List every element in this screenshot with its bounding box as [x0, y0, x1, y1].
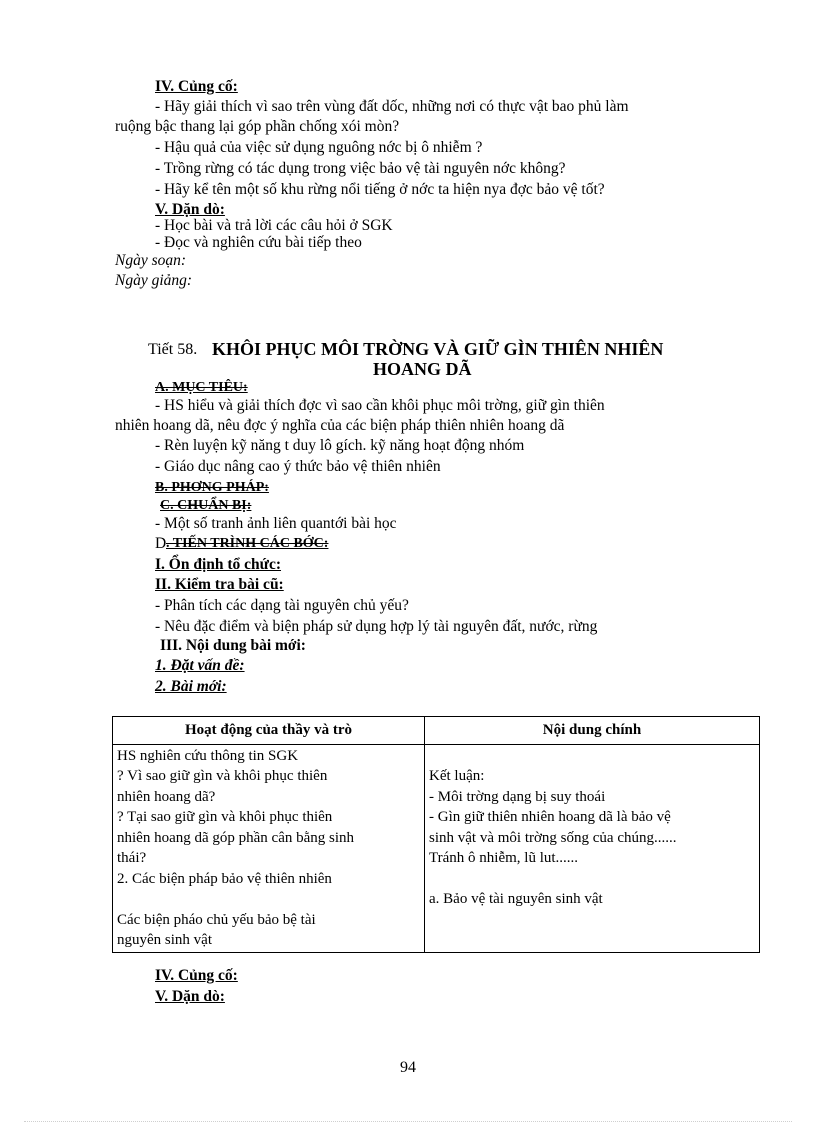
content-line: Kết luận:: [429, 768, 485, 784]
review-question-2: - Hậu quả của việc sử dụng nguông nớc bị ô nhiễm ?: [155, 139, 483, 156]
activity-line: ? Tại sao giữ gìn và khôi phục thiên: [117, 809, 333, 825]
review-question-4: - Hãy kể tên một số khu rừng nổi tiếng ở nớc ta hiện nya đợc bảo vệ tốt?: [155, 181, 605, 198]
homework-heading-2: V. Dặn dò:: [155, 988, 225, 1005]
review-question-1-cont: ruộng bậc thang lại góp phần chống xói mòn?: [115, 118, 400, 135]
activity-line: [117, 889, 420, 910]
homework-item-1: - Học bài và trả lời các câu hỏi ở SGK: [155, 217, 393, 234]
content-line: - Gìn giữ thiên nhiên hoang dã là bảo vệ: [429, 809, 671, 825]
table-row: [113, 744, 760, 952]
content-line: Tránh ô nhiễm, lũ lut......: [429, 850, 579, 866]
new-lesson-sub-2: 2. Bài mới:: [155, 678, 227, 695]
date-taught: Ngày giảng:: [115, 272, 193, 289]
content-line: - Môi trờng dạng bị suy thoái: [429, 788, 606, 805]
old-lesson-question-1: - Phân tích các dạng tài nguyên chủ yếu?: [155, 597, 409, 614]
review-question-3: - Trồng rừng có tác dụng trong việc bảo vệ tài nguyên nớc không?: [155, 160, 566, 177]
objective-2: - Rèn luyện kỹ năng t duy lô gích. kỹ năng hoạt động nhóm: [155, 437, 525, 454]
review-heading: IV. Củng cố:: [155, 78, 238, 95]
table-header-content: Nội dung chính: [425, 717, 760, 745]
content-line: [429, 746, 755, 767]
review-heading-2: IV. Củng cố:: [155, 967, 238, 984]
activity-line: HS nghiên cứu thông tin SGK: [117, 747, 299, 764]
content-line: [429, 869, 755, 890]
activities-cell: [113, 744, 425, 952]
date-prepared: Ngày soạn:: [115, 252, 187, 269]
activity-line: ? Vì sao giữ gìn và khôi phục thiên: [117, 768, 328, 784]
table-header-row: [113, 717, 760, 745]
objective-3: - Giáo dục nâng cao ý thức bảo vệ thiên nhiên: [155, 458, 441, 475]
preparation-item-1: - Một số tranh ảnh liên quantới bài học: [155, 515, 397, 532]
activity-line: nhiên hoang dã góp phần cân bằng sinh: [117, 829, 355, 846]
footer-divider: [24, 1121, 792, 1122]
new-lesson-sub-1: 1. Đặt vấn đề:: [155, 657, 245, 674]
preparation-heading: C. CHUẨN BỊ:: [160, 498, 252, 513]
new-lesson-heading: III. Nội dung bài mới:: [160, 637, 306, 654]
activity-table: [112, 716, 760, 953]
old-lesson-check-heading: II. Kiểm tra bài cũ:: [155, 576, 284, 593]
procedure-prefix: D: [155, 535, 167, 552]
homework-item-2: - Đọc và nghiên cứu bài tiếp theo: [155, 234, 362, 251]
objective-1-cont: nhiên hoang dã, nêu đợc ý nghĩa của các biện pháp thiên nhiên hoang dã: [115, 417, 565, 434]
activity-line: nhiên hoang dã?: [117, 788, 216, 805]
review-question-1: - Hãy giải thích vì sao trên vùng đất dốc, những nơi có thực vật bao phủ làm: [155, 98, 629, 115]
procedure-heading: . TIẾN TRÌNH CÁC BỚC:: [166, 536, 329, 551]
activity-line: Các biện pháo chủ yếu bảo bệ tài: [117, 911, 316, 928]
content-cell: [425, 744, 760, 952]
objective-1: - HS hiểu và giải thích đợc vì sao cần khôi phục môi trờng, giữ gìn thiên: [155, 397, 605, 414]
page-number: 94: [400, 1059, 416, 1076]
activity-line: nguyên sinh vật: [117, 932, 212, 948]
old-lesson-question-2: - Nêu đặc điểm và biện pháp sử dụng hợp lý tài nguyên đất, nước, rừng: [155, 618, 598, 635]
lesson-number: Tiết 58.: [148, 341, 198, 358]
lesson-title-cont: HOANG DÃ: [373, 359, 472, 379]
organization-heading: I. Ổn định tổ chức:: [155, 556, 282, 573]
table-header-activities: Hoạt động của thầy và trò: [113, 717, 425, 745]
content-line: sinh vật và môi trờng sống của chúng......: [429, 829, 677, 846]
lesson-title: KHÔI PHỤC MÔI TRỜNG VÀ GIỮ GÌN THIÊN NHIÊN: [212, 339, 664, 359]
content-line: a. Bảo vệ tài nguyên sinh vật: [429, 891, 603, 907]
homework-heading: V. Dặn dò:: [155, 201, 225, 218]
method-heading: B. PHƠNG PHÁP:: [155, 480, 269, 495]
objectives-heading: A. MỤC TIÊU:: [155, 380, 248, 395]
activity-line: 2. Các biện pháp bảo vệ thiên nhiên: [117, 870, 332, 887]
activity-line: thái?: [117, 850, 147, 866]
